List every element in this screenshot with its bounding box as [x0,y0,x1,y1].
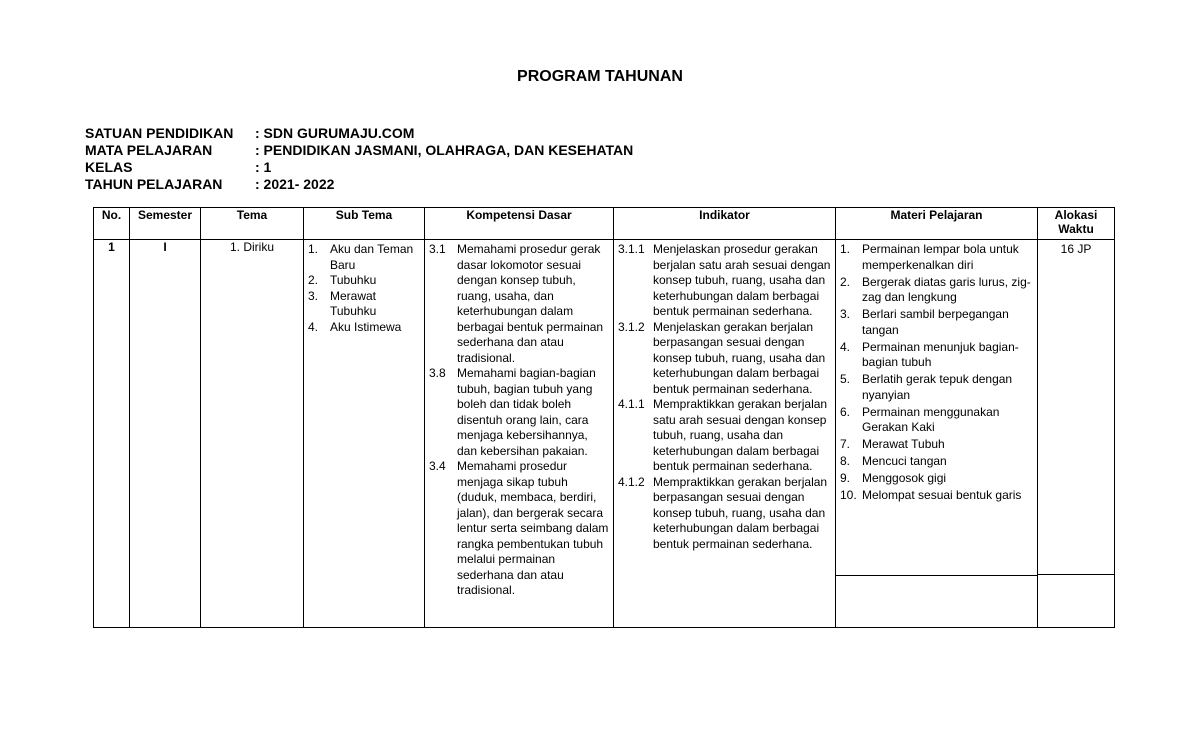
list-item: 3.8 Memahami bagian-bagian tubuh, bagian tubuh yang boleh dan tidak boleh disentuh orang lain, cara menjaga kebersihannya, dan kebersihan pakaian. [429,366,596,458]
header-no: No. [94,208,130,240]
cell-materi [836,240,1038,628]
header-kompetensi-dasar: Kompetensi Dasar [425,208,614,240]
list-item: 1. Permainan lempar bola untuk memperkenalkan diri [840,242,1019,272]
list-item: 8. Mencuci tangan [840,454,947,468]
list-item: 1. Aku dan Teman Baru [308,242,414,272]
info-key: TAHUN PELAJARAN [85,176,223,192]
list-item: 3.1 Memahami prosedur gerak dasar lokomotor sesuai dengan konsep tubuh, ruang, usaha, dan keterhubungan dalam berbagai bentuk permainan sederhana dan atau tradisional. [429,242,604,365]
info-value: : 2021- 2022 [255,176,335,192]
table-header-row [94,208,1115,240]
info-key: MATA PELAJARAN [85,142,213,158]
program-table [93,207,1115,628]
cell-sub-tema [304,240,425,628]
cell-tema: 1. Diriku [201,240,304,628]
list-item: 3.1.1 Menjelaskan prosedur gerakan berjalan satu arah sesuai dengan konsep tubuh, ruang, usaha dan keterhubungan dalam berbagai bentuk permainan sederhana. [618,242,831,318]
info-row-satuan [85,125,633,142]
list-item: 7. Merawat Tubuh [840,437,945,451]
header-sub-tema: Sub Tema [304,208,425,240]
list-item: 6. Permainan menggunakan Gerakan Kaki [840,404,1000,434]
list-item: 2. Tubuhku [308,273,377,287]
materi-block [836,240,1037,576]
info-value: : PENDIDIKAN JASMANI, OLAHRAGA, DAN KESEHATAN [255,142,634,158]
list-item: 3. Berlari sambil berpegangan tangan [840,307,1009,337]
header-indikator: Indikator [614,208,836,240]
cell-semester: I [130,240,201,628]
list-item: 3.1.2 Menjelaskan gerakan berjalan berpasangan sesuai dengan konsep tubuh, ruang, usaha dan keterhubungan dalam berbagai bentuk permainan sederhana. [618,319,826,396]
cell-alokasi [1038,240,1115,628]
list-item: 3.4 Memahami prosedur menjaga sikap tubuh (duduk, membaca, berdiri, jalan), dan bergerak secara lentur serta seimbang dalam rangka pembentukan tubuh melalui permainan sederhana dan atau tradisional. [429,459,609,597]
info-row-kelas [85,159,633,176]
list-item: 4.1.2 Mempraktikkan gerakan berjalan berpasangan sesuai dengan konsep tubuh, ruang, usaha dan keterhubungan dalam berbagai bentuk permainan sederhana. [618,474,828,551]
list-item: 9. Menggosok gigi [840,471,947,485]
document-info [85,125,633,193]
list-item: 5. Berlatih gerak tepuk dengan nyanyian [840,372,1013,402]
cell-kompetensi-dasar [425,240,614,628]
info-row-mapel [85,142,633,159]
cell-indikator [614,240,836,628]
list-item: 3. Merawat Tubuhku [308,288,377,318]
info-key: KELAS [85,159,133,175]
list-item: 4. Aku Istimewa [308,319,402,334]
list-item: 10. Melompat sesuai bentuk garis [840,488,1022,502]
info-key: SATUAN PENDIDIKAN [85,125,234,141]
header-tema: Tema [201,208,304,240]
list-item: 4.1.1 Mempraktikkan gerakan berjalan satu arah sesuai dengan konsep tubuh, ruang, usaha dan keterhubungan dalam berbagai bentuk permainan sederhana. [618,397,828,473]
table-row [94,240,1115,628]
header-semester: Semester [130,208,201,240]
info-value: : SDN GURUMAJU.COM [255,125,415,141]
list-item: 2. Bergerak diatas garis lurus, zig-zag dan lengkung [840,274,1031,304]
cell-no: 1 [94,240,130,628]
list-item: 4. Permainan menunjuk bagian-bagian tubuh [840,339,1019,369]
alokasi-value: 16 JP [1038,240,1114,575]
header-materi: Materi Pelajaran [836,208,1038,240]
header-alokasi: Alokasi Waktu [1038,208,1115,240]
info-value: : 1 [255,159,272,175]
document-title: PROGRAM TAHUNAN [517,68,683,85]
info-row-tahun [85,176,633,193]
